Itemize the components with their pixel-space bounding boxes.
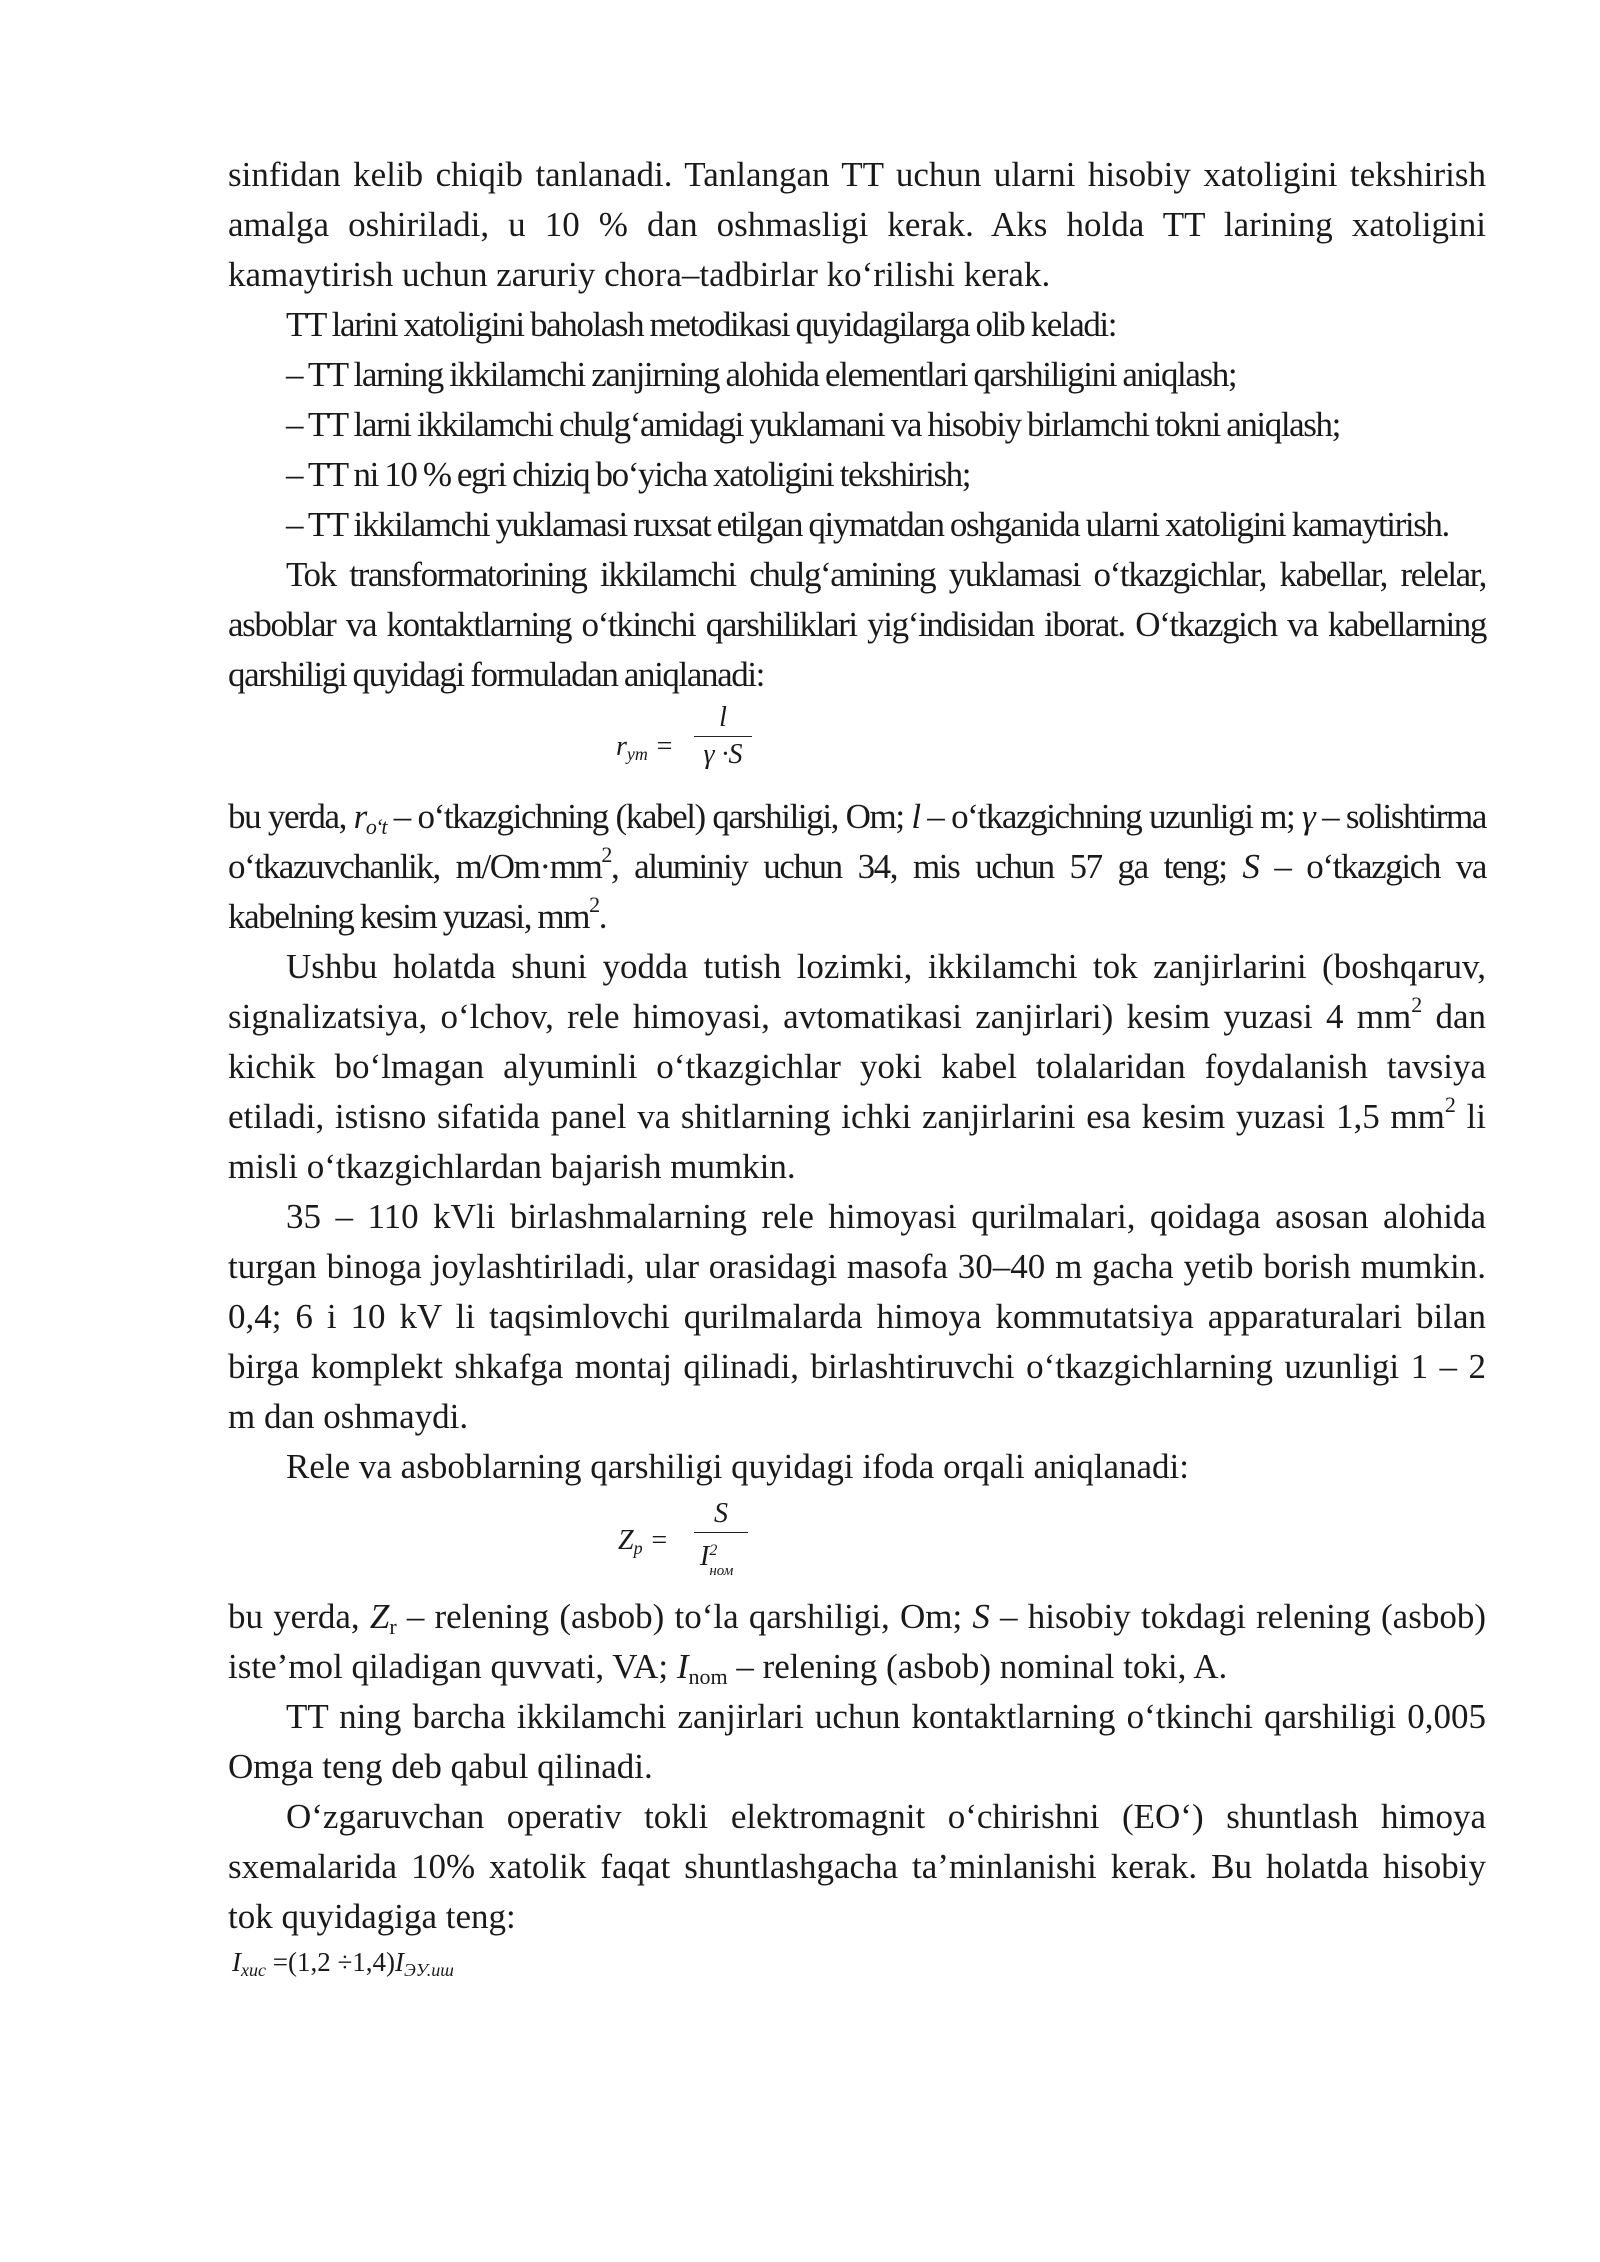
paragraph-7: Rele va asboblarning qarshiligi quyidagi ifoda orqali aniqlanadi: (286, 1447, 1189, 1486)
list-item-3: – TT ni 10 % egri chiziq bo‘yicha xatoligini tekshirish; (286, 455, 971, 494)
paragraph-2: TT larini xatoligini baholash metodikasi quyidagilarga olib keladi: (286, 305, 1117, 344)
list-item-2: – TT larni ikkilamchi chulg‘amidagi yuklamani va hisobiy birlamchi tokni aniqlash; (286, 405, 1340, 444)
paragraph-9: TT ning barcha ikkilamchi zanjirlari uchun kontaktlarning o‘tkinchi qarshiligi 0,005 Omga teng deb qabul qilinadi. (228, 1697, 1486, 1786)
formula-2-lhs-sub: p (633, 1538, 643, 1558)
formula-1-lhs: r (616, 731, 627, 762)
paragraph-4: bu yerda, $r_{o‘t}$ – o‘tkazgichning (kabel) qarshiligi, Om; l – o‘tkazgichning uzunligi m; γ – solishtirma o‘tkazuvchanlik, $m/Om\cdot mm^2$, aluminiy uchun 34, mis uchun 57 ga teng; S – o‘tkazgich va kabelning kesim yuzasi, $mm^2$. (228, 797, 1487, 936)
formula-1-numerator: l (719, 702, 727, 733)
formula-3-rhs: =(1,2 ÷1,4) (265, 1947, 396, 1977)
paragraph-5: Ushbu holatda shuni yodda tutish lozimki, ikkilamchi tok zanjirlarini (boshqaruv, signalizatsiya, o‘lchov, rele himoyasi, avtomatikasi zanjirlari) kesim yuzasi 4 $mm^2$ dan kichik bo‘lmagan alyuminli o‘tkazgichlar yoki kabel tolalaridan foydalanish tavsiya etiladi, istisno sifatida panel va shitlarning ichki zanjirlarini esa kesim yuzasi 1,5 $mm^2$ li misli o‘tkazgichlardan bajarish mumkin. (228, 947, 1486, 1186)
paragraph-3: Tok transformatorining ikkilamchi chulg‘amining yuklamasi o‘tkazgichlar, kabellar, relelar, asboblar va kontaktlarning o‘tkinchi qarshiliklari yig‘indisidan iborat. O‘tkazgich va kabellarning qarshiligi quyidagi formuladan aniqlanadi: (228, 555, 1486, 694)
formula-relay-impedance (228, 1492, 1486, 1592)
formula-3-lhs-sub: хис (241, 1960, 266, 1980)
formula-3-lhs: I (232, 1947, 241, 1977)
formula-1-eq: = (654, 731, 674, 762)
paragraph-10: O‘zgaruvchan operativ tokli elektromagnit o‘chirishni (EO‘) shuntlash himoya sxemalarida 10% xatolik faqat shuntlashgacha ta’minlanishi kerak. Bu holatda hisobiy tok quyidagiga teng: (228, 1797, 1486, 1936)
formula-2-denominator: $I^2_{ном}$ (694, 1532, 748, 1589)
formula-2-numerator: S (714, 1498, 728, 1529)
formula-1-denominator: γ ·S (694, 736, 752, 773)
list-item-1: – TT larning ikkilamchi zanjirning alohida elementlari qarshiligini aniqlash; (286, 355, 1237, 394)
formula-2-eq: = (649, 1525, 669, 1556)
paragraph-6: 35 – 110 kVli birlashmalarning rele himoyasi qurilmalari, qoidaga asosan alohida turgan binoga joylashtiriladi, ular orasidagi masofa 30–40 m gacha yetib borish mumkin. 0,4; 6 i 10 kV li taqsimlovchi qurilmalarda himoya kommutatsiya apparaturalari bilan birga komplekt shkafga montaj qilinadi, birlashtiruvchi o‘tkazgichlarning uzunligi 1 – 2 m dan oshmaydi. (228, 1197, 1486, 1436)
formula-calculated-current (232, 1942, 1486, 1990)
paragraph-8: bu yerda, $Z_r$ – relening (asbob) to‘la qarshiligi, Om; S – hisobiy tokdagi relening (asbob) iste’mol qiladigan quvvati, VA; $I_{nom}$ – relening (asbob) nominal toki, A. (228, 1597, 1486, 1689)
formula-1-fraction (694, 700, 752, 773)
formula-3-current: I (395, 1947, 405, 1977)
formula-2-lhs: Z (618, 1525, 634, 1556)
formula-2-fraction (694, 1496, 748, 1589)
formula-conductor-resistance (228, 700, 1486, 792)
paragraph-1: sinfidan kelib chiqib tanlanadi. Tanlangan TT uchun ularni hisobiy xatoligini tekshirish amalga oshiriladi, u 10 % dan oshmasligi kerak. Aks holda TT larining xatoligini kamaytirish uchun zaruriy chora–tadbirlar ko‘rilishi kerak. (228, 155, 1486, 294)
list-item-4: – TT ikkilamchi yuklamasi ruxsat etilgan qiymatdan oshganida ularni xatoligini kamaytirish. (286, 505, 1449, 544)
formula-1-lhs-sub: ут (626, 744, 648, 764)
document-page (228, 150, 1486, 1990)
formula-3-current-sub: ЭУ.иш (404, 1960, 454, 1980)
